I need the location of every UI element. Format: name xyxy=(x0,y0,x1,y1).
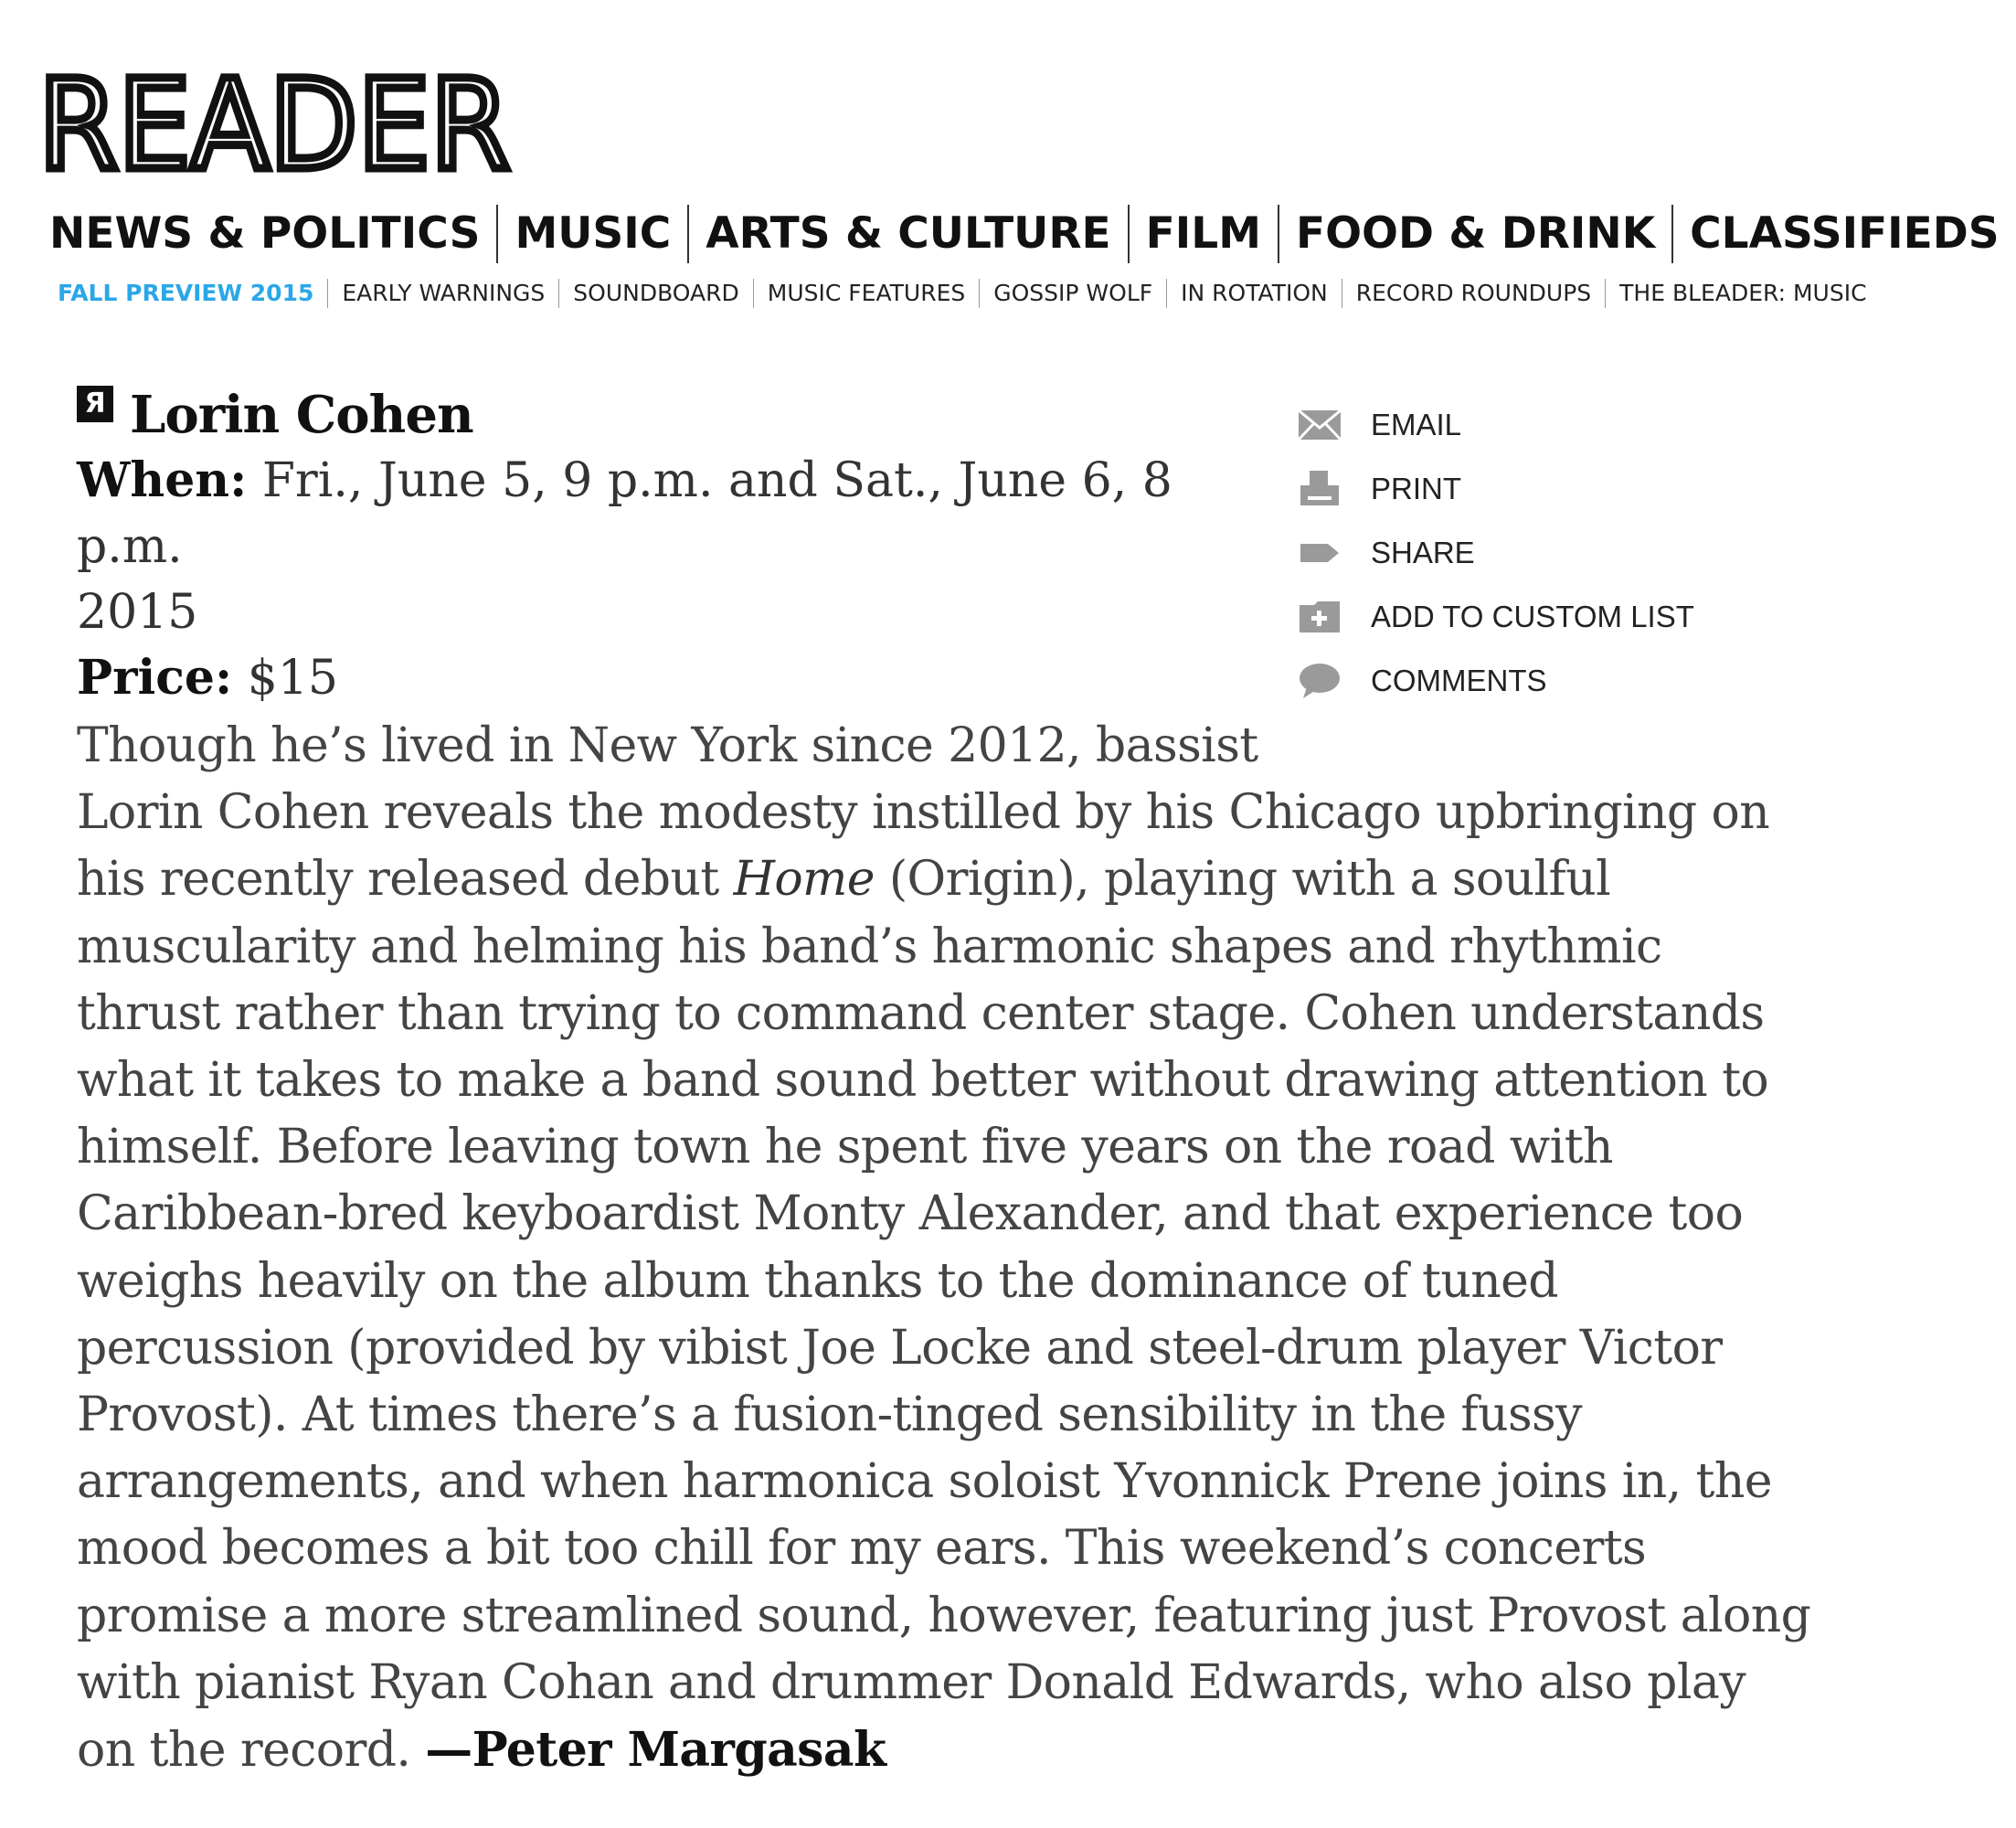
article-line: arrangements, and when harmonica soloist Yvonnick Prene joins in, the xyxy=(77,1454,1772,1510)
nav-food-drink[interactable]: FOOD & DRINK xyxy=(1295,208,1656,259)
email-button[interactable] xyxy=(1296,393,1771,457)
subnav-in-rotation[interactable]: IN ROTATION xyxy=(1181,280,1328,306)
article-line: weighs heavily on the album thanks to the dominance of tuned xyxy=(77,1253,1558,1309)
logo-text: READER xyxy=(38,54,510,198)
subnav-bleader-music[interactable]: THE BLEADER: MUSIC xyxy=(1619,280,1867,306)
article-line: Lorin Cohen reveals the modesty instilled by his Chicago upbringing on xyxy=(77,785,1770,841)
email-icon xyxy=(1296,401,1343,449)
article-line: percussion (provided by vibist Joe Locke and steel-drum player Victor xyxy=(77,1320,1723,1376)
article-text: (Origin), playing with a soulful xyxy=(874,852,1611,908)
subnav-early-warnings[interactable]: EARLY WARNINGS xyxy=(342,280,546,306)
music-sub-navigation xyxy=(58,275,1881,312)
event-title: Lorin Cohen xyxy=(130,385,473,445)
article-line: Though he’s lived in New York since 2012, bassist xyxy=(77,718,1258,773)
article-line: muscularity and helming his band’s harmonic shapes and rhythmic xyxy=(77,919,1662,974)
main-navigation xyxy=(49,201,2016,267)
price-value: $15 xyxy=(247,651,338,706)
reader-logo-wordmark xyxy=(38,54,514,198)
subnav-fall-preview-2015[interactable]: FALL PREVIEW 2015 xyxy=(58,280,314,306)
reader-recommended-badge: Я xyxy=(77,386,113,422)
event-title-row xyxy=(77,382,1265,448)
price-label: Price: xyxy=(77,650,233,706)
nav-news-politics[interactable]: NEWS & POLITICS xyxy=(49,208,481,259)
comment-icon xyxy=(1296,657,1343,705)
article-line: thrust rather than trying to command center stage. Cohen understands xyxy=(77,985,1765,1041)
subnav-music-features[interactable]: MUSIC FEATURES xyxy=(767,280,966,306)
event-price xyxy=(77,645,1265,711)
email-label: EMAIL xyxy=(1371,408,1462,441)
event-year: 2015 xyxy=(77,585,198,640)
subnav-gossip-wolf[interactable]: GOSSIP WOLF xyxy=(993,280,1153,306)
article-line: what it takes to make a band sound better without drawing attention to xyxy=(77,1053,1769,1109)
when-value: Fri., June 5, 9 p.m. and Sat., June 6, 8 p.m. xyxy=(77,453,1172,574)
article-line: himself. Before leaving town he spent five years on the road with xyxy=(77,1120,1613,1175)
article-tools xyxy=(1296,393,1771,713)
reader-logo[interactable] xyxy=(38,54,514,198)
article-text: his recently released debut xyxy=(77,852,734,908)
event-when xyxy=(77,448,1265,579)
album-title: Home xyxy=(733,852,875,908)
article-line xyxy=(77,846,1786,913)
article-line: promise a more streamlined sound, however, featuring just Provost along xyxy=(77,1588,1811,1643)
article-body xyxy=(77,713,1811,1784)
share-button[interactable] xyxy=(1296,521,1771,585)
author-byline[interactable]: —Peter Margasak xyxy=(425,1722,886,1779)
comments-button[interactable] xyxy=(1296,649,1771,713)
article-text: on the record. xyxy=(77,1723,426,1779)
event-details xyxy=(77,382,1265,711)
print-icon xyxy=(1296,465,1343,513)
subnav-soundboard[interactable]: SOUNDBOARD xyxy=(573,280,739,306)
add-to-custom-list-button[interactable] xyxy=(1296,585,1771,649)
nav-arts-culture[interactable]: ARTS & CULTURE xyxy=(706,208,1111,259)
when-label: When: xyxy=(77,452,248,508)
add-folder-icon xyxy=(1296,593,1343,641)
share-label: SHARE xyxy=(1371,536,1475,569)
article-line xyxy=(77,1716,1786,1784)
print-button[interactable] xyxy=(1296,457,1771,521)
nav-film[interactable]: FILM xyxy=(1145,208,1261,259)
nav-classifieds[interactable]: CLASSIFIEDS xyxy=(1690,208,2000,259)
subnav-record-roundups[interactable]: RECORD ROUNDUPS xyxy=(1355,280,1592,306)
article-line: with pianist Ryan Cohan and drummer Donald Edwards, who also play xyxy=(77,1654,1746,1710)
print-label: PRINT xyxy=(1371,472,1461,505)
article-line: Provost). At times there’s a fusion-tinged sensibility in the fussy xyxy=(77,1387,1582,1443)
article-line: Caribbean-bred keyboardist Monty Alexander, and that experience too xyxy=(77,1186,1744,1242)
article-line: mood becomes a bit too chill for my ears. This weekend’s concerts xyxy=(77,1521,1647,1577)
comments-label: COMMENTS xyxy=(1371,664,1547,697)
nav-music[interactable]: MUSIC xyxy=(515,208,672,259)
custom-list-label: ADD TO CUSTOM LIST xyxy=(1371,600,1694,633)
share-icon xyxy=(1296,529,1343,577)
